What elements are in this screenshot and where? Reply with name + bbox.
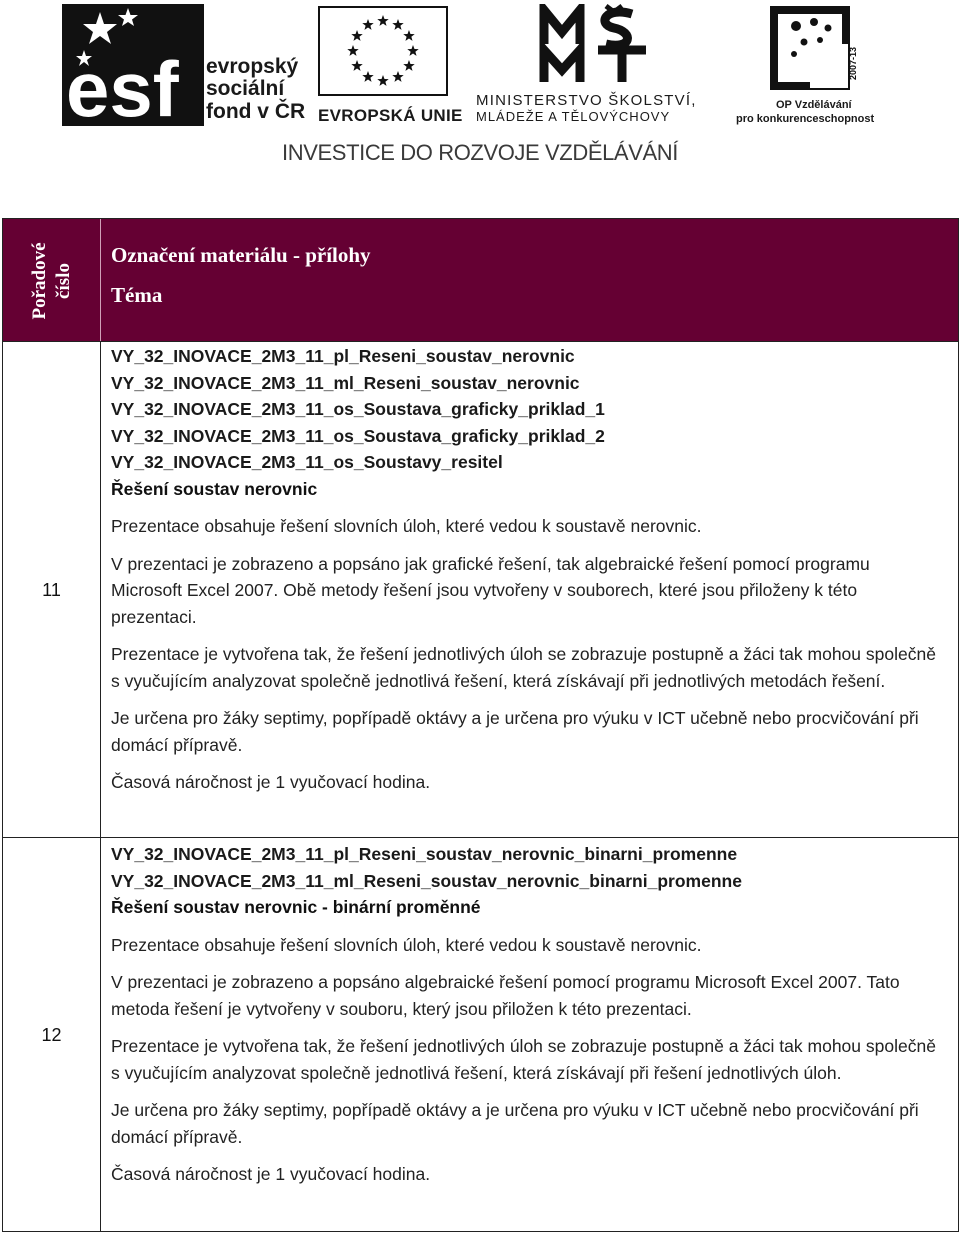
row-paragraph: Je určena pro žáky septimy, popřípadě oktávy a je určena pro výuku v ICT učebně nebo procvičování při domácí přípravě. [111,708,919,755]
op-years: 2007-13 [848,46,858,80]
esf-text-line2: sociální [206,77,285,100]
row-paragraph: Je určena pro žáky septimy, popřípadě oktávy a je určena pro výuku v ICT učebně nebo procvičování při domácí přípravě. [111,1100,919,1147]
op-mark-icon [770,4,862,92]
logo-header [0,0,960,175]
material-code: VY_32_INOVACE_2M3_11_os_Soustava_graficky_priklad_2 [111,425,605,446]
materials-table [2,218,959,1232]
row-paragraph: Prezentace je vytvořena tak, že řešení jednotlivých úloh se zobrazuje postupně a žáci tak mohou společně s vyučujícím analyzovat společně jednotlivá řešení, která získávají při řešení jednotlivých úloh. [111,1036,936,1083]
msmt-logo [476,4,726,126]
esf-text-line3: fond v ČR [206,100,306,123]
material-code: VY_32_INOVACE_2M3_11_ml_Reseni_soustav_nerovnic [111,372,580,393]
material-code: VY_32_INOVACE_2M3_11_pl_Reseni_soustav_nerovnic [111,346,575,366]
row-number: 11 [3,342,101,838]
row-content [111,838,941,1188]
msmt-text-line1: MINISTERSTVO ŠKOLSTVÍ, [476,92,697,109]
msmt-mark-icon [536,4,656,84]
header-title: Označení materiálu - přílohy [111,243,371,267]
row-topic: Řešení soustav nerovnic [111,478,318,499]
table-row [3,341,958,838]
table-header [3,218,958,342]
material-code: VY_32_INOVACE_2M3_11_ml_Reseni_soustav_nerovnic_binarni_promenne [111,870,742,891]
header-col-number [3,219,101,342]
table-row [3,837,958,1232]
row-topic: Řešení soustav nerovnic - binární proměnné [111,897,481,917]
eu-logo [318,6,468,126]
row-paragraph: V prezentaci je zobrazeno a popsáno algebraické řešení pomocí programu Microsoft Excel 2007. Tato metoda řešení je vytvořeny v souboru, který jsou přiložen k této prezentaci. [111,972,900,1019]
row-paragraph: Prezentace je vytvořena tak, že řešení jednotlivých úloh se zobrazuje postupně a žáci tak mohou společně s vyučujícím analyzovat společně jednotlivá řešení, která získávají při jednotlivých metodách řešení. [111,644,936,691]
row-paragraph: Prezentace obsahuje řešení slovních úloh, které vedou k soustavě nerovnic. [111,934,702,955]
row-paragraph: V prezentaci je zobrazeno a popsáno jak grafické řešení, tak algebraické řešení pomocí programu Microsoft Excel 2007. Obě metody řešení jsou vytvořeny v souborech, které jsou přiloženy k této prezentaci. [111,553,870,627]
msmt-text-line2: MLÁDEŽE A TĚLOVÝCHOVY [476,109,671,124]
row-number: 12 [3,838,101,1232]
header-subtitle: Téma [111,283,163,307]
op-text-line1: OP Vzdělávání [776,99,852,111]
row-content [111,342,941,796]
row-paragraph: Prezentace obsahuje řešení slovních úloh, které vedou k soustavě nerovnic. [111,516,702,536]
esf-text-line1: evropský [206,55,299,78]
row-paragraph: Časová náročnost je 1 vyučovací hodina. [111,1164,431,1184]
banner-text: INVESTICE DO ROZVOJE VZDĚLÁVÁNÍ [282,140,678,165]
material-code: VY_32_INOVACE_2M3_11_os_Soustava_graficky_priklad_1 [111,399,605,419]
material-code: VY_32_INOVACE_2M3_11_pl_Reseni_soustav_nerovnic_binarni_promenne [111,844,738,864]
op-logo [736,4,896,126]
header-col-number-label: Pořadové číslo [28,241,74,320]
row-paragraph: Časová náročnost je 1 vyučovací hodina. [111,772,431,792]
eu-flag-icon [318,6,448,96]
material-code: VY_32_INOVACE_2M3_11_os_Soustavy_resitel [111,452,503,472]
eu-caption: EVROPSKÁ UNIE [318,106,463,125]
esf-mark-icon [62,4,204,126]
op-text-line2: pro konkurenceschopnost [736,113,875,125]
esf-logo [62,4,312,126]
svg-text:esf: esf [66,45,179,126]
